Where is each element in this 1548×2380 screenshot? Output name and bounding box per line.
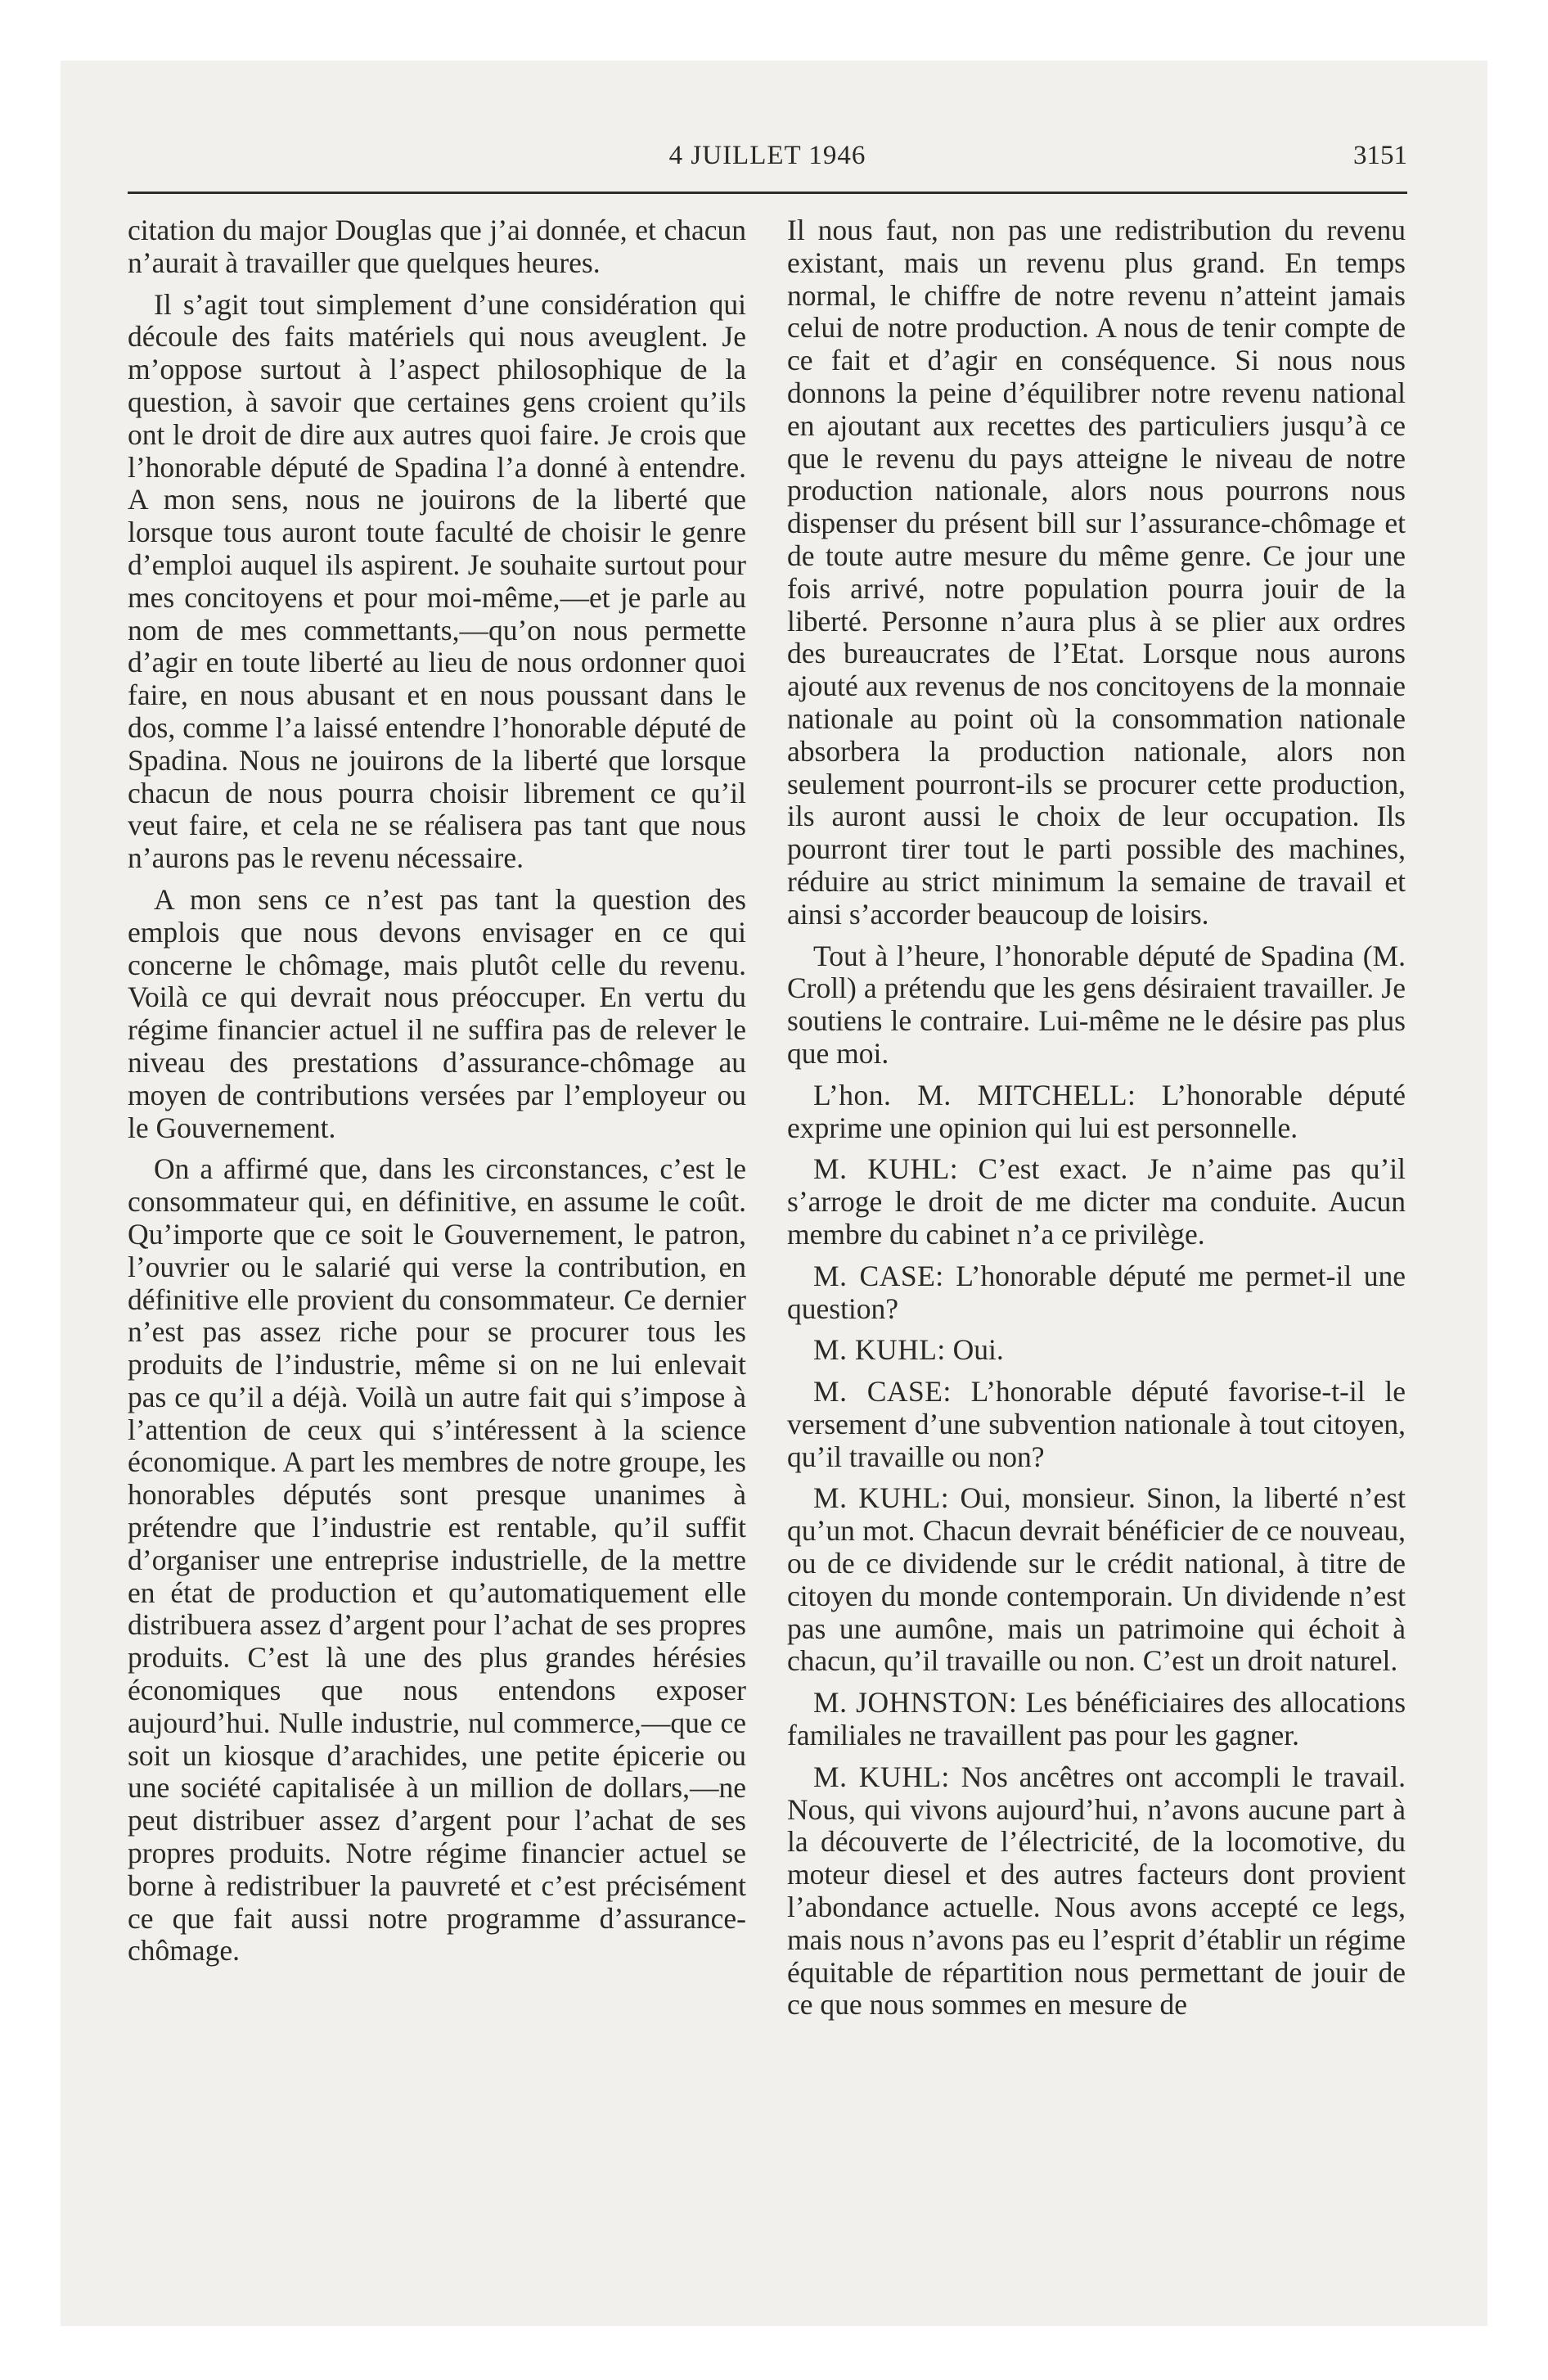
speaker: M. CASE: (813, 1375, 952, 1409)
right-column (787, 214, 1406, 2031)
speech-text: Les bénéficiaires des allocations familiales ne travaillent pas pour les gagner. (787, 1686, 1406, 1752)
speech-text: L’honorable député me permet-il une question? (787, 1259, 1406, 1325)
speaker: M. KUHL: (813, 1481, 950, 1515)
speech (787, 1482, 1406, 1678)
speech (787, 1334, 1406, 1367)
paragraph (787, 940, 1406, 1071)
paragraph: citation du major Douglas que j’ai donnée, et chacun n’aurait à travailler que quelques heures. (128, 214, 746, 279)
speaker: L’hon. M. MITCHELL: (813, 1078, 1136, 1111)
speech-text: Oui, monsieur. Sinon, la liberté n’est qu’un mot. Chacun devrait bénéficier de ce nouveau, ou de ce dividende sur le crédit national, à titre de citoyen du monde contemporain. Un dividende n’est pas une aumône, mais un patrimoine qui échoit à chacun, qu’il travaille ou non. C’est un droit naturel. (787, 1481, 1406, 1678)
speech (787, 1761, 1406, 2022)
paragraph: On a affirmé que, dans les circonstances, c’est le consommateur qui, en définitive, en assume le coût. Qu’importe que ce soit le Gouvernement, le patron, l’ouvrier ou le salarié qui verse la contribution, en définitive elle provient du consommateur. Ce dernier n’est pas assez riche pour se procurer tous les produits de l’industrie, même si on ne lui enlevait pas ce qu’il a déjà. Voilà un autre fait qui s’impose à l’attention de ceux qui s’intéressent à la science économique. A part les membres de notre groupe, les honorables députés sont presque unanimes à prétendre que l’industrie est rentable, qu’il suffit d’organiser une entreprise industrielle, de la mettre en état de production et qu’automatiquement elle distribuera assez d’argent pour l’achat de ses propres produits. C’est là une des plus grandes hérésies économiques que nous entendons exposer aujourd’hui. Nulle industrie, nul commerce,—que ce soit un kiosque d’arachides, une petite épicerie ou une société capitalisée à un million de dollars,—ne peut distribuer assez d’argent pour l’achat de ses propres produits. Notre régime financier actuel se borne à redistribuer la pauvreté et c’est précisément ce que fait aussi notre programme d’assurance-chômage. (128, 1152, 746, 1968)
paragraph-text: Tout à l’heure, l’honorable député de Spadina (M. Croll) a prétendu que les gens désiraient travailler. Je soutiens le contraire. Lui-même ne le désire pas plus que moi. (787, 939, 1406, 1070)
paragraph (787, 214, 1406, 931)
paragraph-text: Il nous faut, non pas une redistribution du revenu existant, mais un revenu plus grand. En temps normal, le chiffre de notre revenu n’atteint jamais celui de notre production. A nous de tenir compte de ce fait et d’agir en conséquence. Si nous nous donnons la peine d’équilibrer notre revenu national en ajoutant aux recettes des particuliers jusqu’à ce que le revenu du pays atteigne le niveau de notre production nationale, alors nous pourrons nous dispenser du présent bill sur l’assurance-chômage et de toute autre mesure du même genre. Ce jour une fois arrivé, notre population pourra jouir de la liberté. Personne n’aura plus à se plier aux ordres des bureaucrates de l’Etat. Lorsque nous aurons ajouté aux revenus de nos concitoyens de la monnaie nationale au point où la consommation nationale absorbera la production nationale, alors non seulement pourront-ils se procurer cette production, ils auront aussi le choix de leur occupation. Ils pourront tirer tout le parti possible des machines, réduire au strict minimum la semaine de travail et ainsi s’accorder beaucoup de loisirs. (787, 214, 1406, 931)
speaker: M. KUHL: (813, 1760, 950, 1793)
speech-text: C’est exact. Je n’aime pas qu’il s’arroge le droit de me dicter ma conduite. Aucun membre du cabinet n’a ce privilège. (787, 1152, 1406, 1251)
speech (787, 1376, 1406, 1473)
speech-text: Nos ancêtres ont accompli le travail. Nous, qui vivons aujourd’hui, n’avons aucune part à la découverte de l’électricité, de la locomotive, du moteur diesel et des autres facteurs dont provient l’abondance actuelle. Nous avons accepté ce legs, mais nous n’avons pas eu l’esprit d’établir un régime équitable de répartition nous permettant de jouir de ce que nous sommes en mesure de (787, 1760, 1406, 2022)
speech (787, 1687, 1406, 1752)
speech-text: L’honorable député favorise-t-il le versement d’une subvention nationale à tout citoyen, qu’il travaille ou non? (787, 1375, 1406, 1473)
speaker: M. JOHNSTON: (813, 1686, 1018, 1720)
speech-text: L’honorable député exprime une opinion qui lui est personnelle. (787, 1078, 1406, 1144)
left-column (128, 214, 746, 1977)
header-rule (128, 192, 1407, 194)
page-number: 3151 (1353, 141, 1407, 170)
speaker: M. CASE: (813, 1259, 944, 1292)
page-header (128, 141, 1407, 190)
speech (787, 1080, 1406, 1145)
speaker: M. KUHL: (813, 1152, 959, 1186)
speech (787, 1153, 1406, 1251)
paragraph: A mon sens ce n’est pas tant la question des emplois que nous devons envisager en ce qui concerne le chômage, mais plutôt celle du revenu. Voilà ce qui devrait nous préoccuper. En vertu du régime financier actuel il ne suffira pas de relever le niveau des prestations d’assurance-chômage au moyen de contributions versées par l’employeur ou le Gouvernement. (128, 882, 746, 1144)
speech (787, 1260, 1406, 1326)
speech-text: Oui. (952, 1333, 1004, 1367)
speaker: M. KUHL: (813, 1333, 946, 1367)
paragraph: Il s’agit tout simplement d’une considération qui découle des faits matériels qui nous aveuglent. Je m’oppose surtout à l’aspect philosophique de la question, à savoir que certaines gens croient qu’ils ont le droit de dire aux autres quoi faire. Je crois que l’honorable député de Spadina l’a donné à entendre. A mon sens, nous ne jouirons de la liberté que lorsque tous auront toute faculté de choisir le genre d’emploi auquel ils aspirent. Je souhaite surtout pour mes concitoyens et pour moi-même,—et je parle au nom de mes commettants,—qu’on nous permette d’agir en toute liberté au lieu de nous ordonner quoi faire, en nous abusant et en nous poussant dans le dos, comme l’a laissé entendre l’honorable député de Spadina. Nous ne jouirons de la liberté que lorsque chacun de nous pourra choisir librement ce qu’il veut faire, et cela ne se réalisera pas tant que nous n’aurons pas le revenu nécessaire. (128, 287, 746, 875)
header-date: 4 JUILLET 1946 (668, 141, 866, 170)
